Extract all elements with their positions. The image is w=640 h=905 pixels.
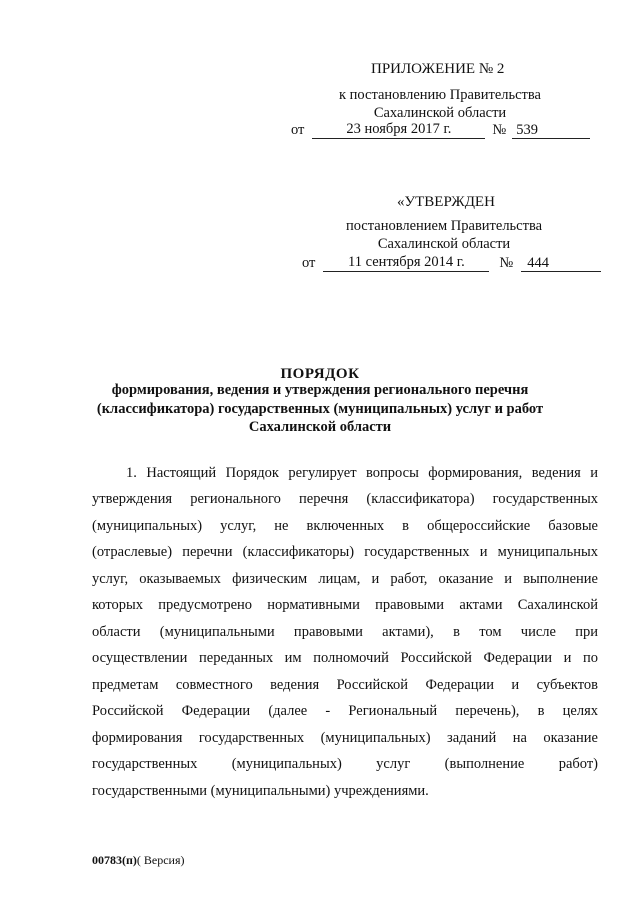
paragraph-line: осуществлении переданных им полномочий Российской Федерации и по [92, 650, 598, 666]
document-subtitle-line-3: Сахалинской области [248, 419, 392, 435]
approved-date: 11 сентября 2014 г. [323, 254, 489, 272]
document-subtitle-line-1: формирования, ведения и утверждения регионального перечня [111, 382, 529, 398]
appendix-line-2: Сахалинской области [373, 105, 507, 121]
approved-line-1: постановлением Правительства [345, 218, 543, 234]
document-title [0, 366, 640, 383]
footer-code [92, 853, 185, 868]
approved-date-line [302, 254, 601, 272]
document-title-main: ПОРЯДОК [280, 366, 360, 382]
approved-number: 444 [521, 255, 601, 272]
paragraph-line: 1. Настоящий Порядок регулирует вопросы формирования, ведения и [126, 465, 598, 481]
appendix-date-line [291, 121, 590, 139]
paragraph-line: Российской Федерации (далее - Региональный перечень), в целях [92, 703, 598, 719]
paragraph-line: предметам совместного ведения Российской Федерации и субъектов [92, 677, 598, 693]
document-subtitle-line-2: (классификатора) государственных (муниципальных) услуг и работ [96, 401, 544, 417]
paragraph-line: формирования государственных (муниципальных) заданий на оказание [92, 730, 598, 746]
paragraph-line: государственными (муниципальными) учреждениями. [92, 783, 429, 799]
appendix-from-label: от [291, 122, 305, 138]
paragraph-line: (муниципальных) услуг, не включенных в общероссийские базовые [92, 518, 598, 534]
paragraph-line: области (муниципальными правовыми актами), в том числе при [92, 624, 598, 640]
paragraph-line: утверждения регионального перечня (классификатора) государственных [92, 491, 598, 507]
appendix-line-1: к постановлению Правительства [339, 87, 541, 103]
approved-from-label: от [302, 255, 316, 271]
approved-title: «УТВЕРЖДЕН [397, 194, 495, 210]
approved-line-2: Сахалинской области [377, 236, 511, 252]
appendix-number: 539 [512, 122, 590, 139]
appendix-date: 23 ноября 2017 г. [312, 121, 485, 139]
appendix-number-label: № [492, 122, 507, 138]
paragraph-line: государственных (муниципальных) услуг (выполнение работ) [92, 756, 598, 772]
footer-document-code: 00783(п) [92, 853, 137, 867]
footer-version: ( Версия) [136, 853, 185, 867]
paragraph-line: (отраслевые) перечни (классификаторы) государственных и муниципальных [92, 544, 598, 560]
approved-number-label: № [499, 255, 514, 271]
appendix-title: ПРИЛОЖЕНИЕ № 2 [371, 61, 505, 77]
paragraph-line: которых предусмотрено нормативными правовыми актами Сахалинской [92, 597, 598, 613]
paragraph-line: услуг, оказываемых физическим лицам, и работ, оказание и выполнение [92, 571, 598, 587]
